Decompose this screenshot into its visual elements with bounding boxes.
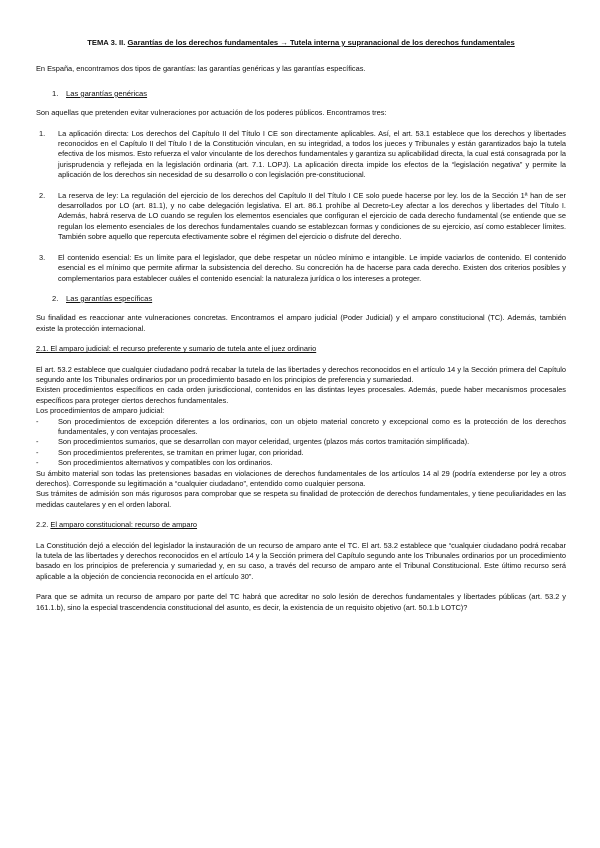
section-2-lead: Su finalidad es reaccionar ante vulneraciones concretas. Encontramos el amparo judicial (Poder Judicial) y el amparo constitucional (TC). Además, también existe la protección internacional. [36, 313, 566, 333]
section-1-heading [52, 89, 566, 99]
section-1-lead: Son aquellas que pretenden evitar vulneraciones por actuación de los poderes públicos. Encontramos tres: [36, 108, 387, 118]
amparo-procedures-list [36, 417, 566, 469]
dash-marker: - [36, 437, 39, 447]
section-2-2-paragraph-2: Para que se admita un recurso de amparo por parte del TC habrá que acreditar no solo lesión de derechos fundamentales y libertades públicas (art. 53.2 y 161.1.b), sino la especial trascendencia constitucional del asunto, es decir, la existencia de un requisito objetivo (art. 50.1.b LOTC)? [36, 592, 566, 612]
title-prefix: TEMA 3. II. [87, 38, 128, 47]
list-item-text: Son procedimientos sumarios, que se desarrollan con mayor celeridad, urgentes (plazos más cortos tramitación simplificada). [58, 437, 470, 447]
list-item-text: El contenido esencial: Es un límite para el legislador, que debe respetar un núcleo mínimo e intangible. Le impide vaciarlos de contenido. El contenido esencial es el mínimo que permite afirmar la subsistencia del derecho. Su concreción ha de hacerse para cada derecho. Existen dos criterios posibles y complementarios para establecer cuáles el contenido esencial: la naturaleza jurídica o los intereses a proteger. [58, 252, 566, 283]
list-item-text: La reserva de ley: La regulación del ejercicio de los derechos del Capítulo II del Título I CE solo puede hacerse por ley. los de la Sección 1ª han de ser desarrollados por LO (art. 81.1), y no cabe delegación legislativa. El art. 86.1 prohíbe al Decreto-Ley afectar a los derechos y libertades del Título I. Además, habrá reserva de LO cuando se regulen los elementos esenciales que configuran el ejercicio de cada derecho fundamental (se entiende que se regulan los elemento esenciales de los derechos fundamentales cuando se establezcan formas y condiciones de su ejercicio, así como establecer límites. También sobre aquello que repercuta efectivamente sobre el régimen del ejercicio o disfrute del derecho. [58, 190, 566, 242]
section-2-1-paragraph-2: Existen procedimientos específicos en cada orden jurisdiccional, contenidos en las distintas leyes procesales. Además, puede haber mecanismos procesales específicos para proteger ciertos derechos fundamentales. [36, 385, 566, 405]
intro-paragraph: En España, encontramos dos tipos de garantías: las garantías genéricas y las garantías específicas. [36, 64, 366, 74]
section-2-1-paragraph-4: Su ámbito material son todas las pretensiones basadas en violaciones de derechos fundamentales de los artículos 14 al 29 (podría extenderse por ley a otros derechos). Corresponde su legitimación a “cualquier ciudadano”, entendido como cualquier persona. [36, 468, 566, 488]
dash-marker: - [36, 447, 39, 457]
list-item-text: Son procedimientos alternativos y compatibles con los ordinarios. [58, 458, 273, 468]
list-item [36, 191, 566, 243]
list-item-text: Son procedimientos preferentes, se tramitan en primer lugar, con prioridad. [58, 447, 304, 457]
section-2-1-heading: 2.1. El amparo judicial: el recurso preferente y sumario de tutela ante el juez ordinario [36, 344, 317, 354]
list-item [36, 253, 566, 284]
title-underlined: Garantías de los derechos fundamentales → Tutela interna y supranacional de los derechos fundamentales [127, 38, 515, 47]
list-item [36, 417, 566, 438]
section-2-number: 2. [52, 293, 59, 303]
generic-guarantees-list [36, 129, 566, 284]
list-item-number: 3. [39, 252, 46, 262]
list-item-number: 1. [39, 128, 46, 138]
document-page [36, 38, 566, 613]
section-2-2-prefix: 2.2. [36, 520, 51, 530]
dash-marker: - [36, 458, 39, 468]
list-item-text: La aplicación directa: Los derechos del Capítulo II del Título I CE son directamente aplicables. Así, el art. 53.1 establece que los derechos y libertades reconocidos en el Capítulo II del Título I de la Constitución vinculan, en su integridad, a todos los jueces y Tribunales y están garantizados bajo la tutela efectiva de los mismos. Esto refuerza el valor vinculante de los derechos fundamentales y garantiza su aplicabilidad directa, la cual está consagrada por la jurisprudencia y reflejada en la legislación ordinaria (art. 7.1. LOPJ). La aplicación directa impide los efectos de la “legislación negativa” y permite la aplicación de los derechos sin necesidad de su desarrollo o con legislación pre-constitucional. [58, 128, 566, 180]
list-item-number: 2. [39, 190, 46, 200]
section-2-2-paragraph-1: La Constitución dejó a elección del legislador la instauración de un recurso de amparo ante el TC. El art. 53.2 establece que “cualquier ciudadano podrá recabar la tutela de las libertades y derechos reconocidos en el artículo 14 y la Sección primera del Capítulo segundo ante los Tribunales ordinarios por un procedimiento basado en los principios de preferencia y sumariedad y, en su caso, a través del recurso de amparo ante el Tribunal Constitucional. Este último recurso será aplicable a la objeción de conciencia reconocida en el artículo 30”. [36, 540, 566, 581]
section-2-title: Las garantías específicas [66, 293, 153, 303]
section-1-title: Las garantías genéricas [66, 88, 148, 98]
document-title [36, 38, 566, 48]
list-item [36, 448, 566, 458]
section-2-1-paragraph-1: El art. 53.2 establece que cualquier ciudadano podrá recabar la tutela de las libertades y derechos reconocidos en el artículo 14 y la Sección primera del Capítulo segundo ante los Tribunales ordinarios por un procedimiento basado en los principios de preferencia y sumariedad. [36, 364, 566, 384]
section-2-1-paragraph-5: Sus trámites de admisión son más rigurosos para comprobar que se respeta su finalidad de protección de derechos fundamentales, y tiene peculiaridades en las medidas cautelares y en el orden laboral. [36, 489, 566, 509]
section-2-heading [52, 294, 566, 304]
list-item [36, 437, 566, 447]
section-2-2-title: El amparo constitucional: recurso de amparo [50, 520, 198, 530]
section-1-number: 1. [52, 88, 59, 98]
section-2-2-heading [36, 520, 566, 530]
list-item [36, 458, 566, 468]
list-item [36, 129, 566, 181]
dash-marker: - [36, 416, 39, 426]
section-2-1-paragraph-3: Los procedimientos de amparo judicial: [36, 406, 165, 416]
list-item-text: Son procedimientos de excepción diferentes a los ordinarios, con un objeto material concreto y excepcional como es la protección de los derechos fundamentales, y con ventajas procesales. [58, 416, 566, 436]
